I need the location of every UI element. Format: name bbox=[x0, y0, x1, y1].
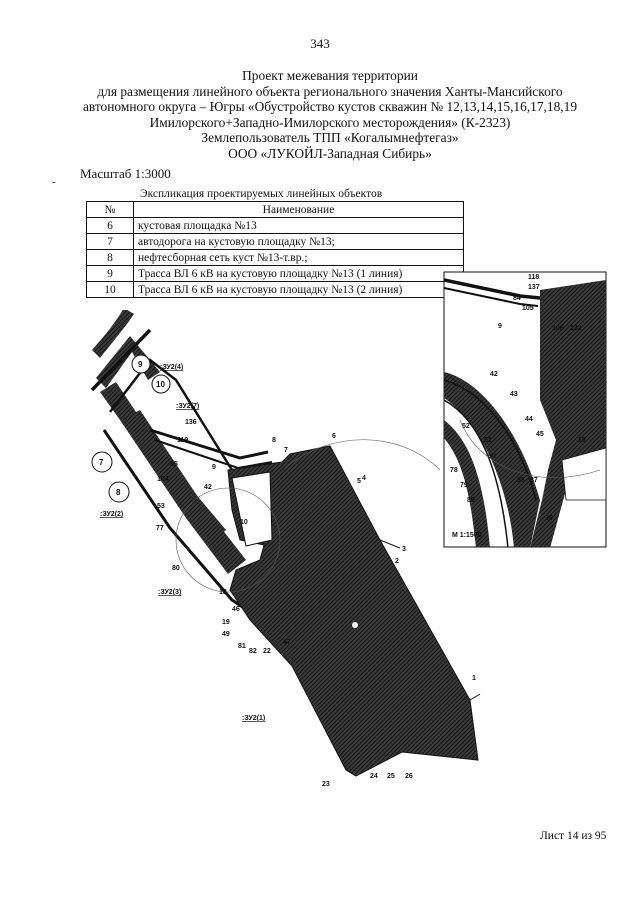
title-line: для размещения линейного объекта регионального значения Ханты-Мансийского bbox=[97, 83, 563, 99]
point-label: 24 bbox=[370, 773, 378, 780]
inset-point-label: 106 bbox=[552, 325, 564, 332]
point-label: 53 bbox=[157, 503, 165, 510]
point-label: 26 bbox=[405, 773, 413, 780]
row-number: 8 bbox=[87, 250, 134, 266]
inset-point-label: 137 bbox=[528, 284, 540, 291]
inset-point-label: 43 bbox=[510, 391, 518, 398]
point-label: 136 bbox=[185, 419, 197, 426]
point-label: 6 bbox=[332, 433, 336, 440]
inset-point-label: 78 bbox=[450, 467, 458, 474]
point-label: 18 bbox=[219, 589, 227, 596]
point-label: 49 bbox=[222, 631, 230, 638]
parcel-label: :ЗУ2(4) bbox=[160, 364, 184, 371]
point-label: 119 bbox=[177, 437, 189, 444]
title-line: Проект межевания территории bbox=[242, 68, 418, 83]
row-name: кустовая площадка №13 bbox=[134, 218, 464, 234]
point-label: 104 bbox=[157, 476, 169, 483]
column-header-number: № bbox=[87, 202, 134, 218]
row-number: 7 bbox=[87, 234, 134, 250]
inset-point-label: 50 bbox=[488, 453, 496, 460]
inset-point-label: 37 bbox=[530, 477, 538, 484]
point-label: 22 bbox=[263, 648, 271, 655]
title-line: Землепользователь ТПП «Когалымнефтегаз» bbox=[201, 130, 459, 145]
row-name: нефтесборная сеть куст №13-т.вр.; bbox=[134, 250, 464, 266]
object-number: 8 bbox=[116, 488, 121, 497]
title-line: Имилорского+Западно-Имилорского месторождения» (К-2323) bbox=[149, 114, 511, 130]
sheet-number: Лист 14 из 95 bbox=[540, 830, 607, 842]
main-map bbox=[92, 308, 480, 776]
parcel-label: :ЗУ2(1) bbox=[242, 715, 266, 722]
well-marker bbox=[352, 622, 358, 628]
corridor-band bbox=[120, 410, 246, 574]
inset-point-label: 45 bbox=[536, 431, 544, 438]
inset-point-label: 52 bbox=[462, 423, 470, 430]
row-number: 10 bbox=[87, 282, 134, 298]
point-label: 3 bbox=[402, 546, 406, 553]
point-label: 77 bbox=[156, 525, 164, 532]
page-number: 343 bbox=[310, 36, 330, 51]
point-label: 42 bbox=[204, 484, 212, 491]
title-line: ООО «ЛУКОЙЛ-Западная Сибирь» bbox=[228, 145, 432, 161]
corridor-line bbox=[104, 430, 250, 612]
parcel-label: :ЗУ2(2) bbox=[100, 511, 124, 518]
point-label: 19 bbox=[222, 619, 230, 626]
point-label: 8 bbox=[272, 437, 276, 444]
stray-mark: - bbox=[52, 176, 56, 188]
point-label: 46 bbox=[232, 606, 240, 613]
inset-point-label: 84 bbox=[513, 295, 521, 302]
row-name: автодорога на кустовую площадку №13; bbox=[134, 234, 464, 250]
inset-point-label: 35 bbox=[517, 477, 525, 484]
inset-point-label: 9 bbox=[498, 323, 502, 330]
inset-point-label: 132 bbox=[570, 325, 582, 332]
inset-point-label: 105 bbox=[522, 305, 534, 312]
parcel-label: :ЗУ2(7) bbox=[176, 403, 200, 410]
inset-point-label: 79 bbox=[460, 482, 468, 489]
row-number: 9 bbox=[87, 266, 134, 282]
inset-point-label: 44 bbox=[525, 416, 533, 423]
inset-scale: М 1:1500 bbox=[452, 532, 482, 539]
point-label: 81 bbox=[238, 643, 246, 650]
inset-point-label: 42 bbox=[490, 371, 498, 378]
row-number: 6 bbox=[87, 218, 134, 234]
point-label: 25 bbox=[387, 773, 395, 780]
object-number: 9 bbox=[138, 360, 143, 369]
inset-point-label: 51 bbox=[484, 437, 492, 444]
inset-point-label: 36 bbox=[545, 515, 553, 522]
point-label: 80 bbox=[172, 565, 180, 572]
point-label: 2 bbox=[395, 558, 399, 565]
point-label: 23 bbox=[322, 781, 330, 788]
column-header-name: Наименование bbox=[134, 202, 464, 218]
inset-map bbox=[444, 272, 606, 548]
point-label: 9 bbox=[212, 464, 216, 471]
inset-point-label: 118 bbox=[528, 274, 540, 281]
title-line: автономного округа – Югры «Обустройство кустов скважин № 12,13,14,15,16,17,18,19 bbox=[82, 99, 578, 114]
parcel-label: :ЗУ2(3) bbox=[158, 589, 182, 596]
point-label: 82 bbox=[249, 648, 257, 655]
point-label: 10 bbox=[240, 519, 248, 526]
inset-point-label: 80 bbox=[467, 497, 475, 504]
point-label: 7 bbox=[284, 447, 288, 454]
point-label: 4 bbox=[362, 475, 366, 482]
well-pad-inner bbox=[232, 472, 272, 546]
inset-point-label: 10 bbox=[578, 437, 586, 444]
point-label: 47 bbox=[283, 639, 291, 646]
row-name: Трасса ВЛ 6 кВ на кустовую площадку №13 (1 линия) bbox=[134, 266, 464, 282]
point-label: 1 bbox=[472, 675, 476, 682]
point-label: 5 bbox=[357, 478, 361, 485]
scale-label: Масштаб 1:3000 bbox=[80, 166, 171, 181]
point-label: 85 bbox=[170, 461, 178, 468]
legend-table-caption: Экспликация проектируемых линейных объектов bbox=[140, 188, 383, 200]
object-number: 10 bbox=[156, 380, 165, 389]
object-number: 7 bbox=[99, 458, 104, 467]
row-name: Трасса ВЛ 6 кВ на кустовую площадку №13 (2 линия) bbox=[134, 282, 464, 298]
boundary-line bbox=[470, 694, 480, 700]
